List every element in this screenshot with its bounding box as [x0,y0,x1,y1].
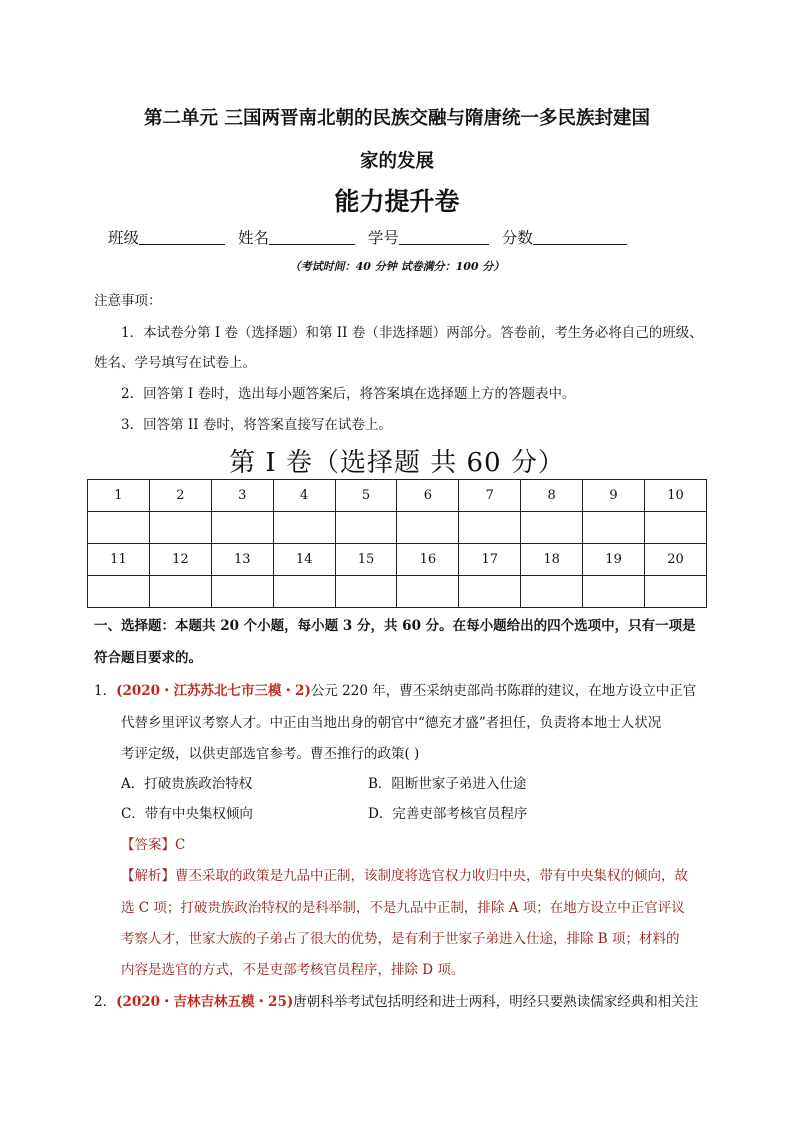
grid-num: 19 [583,544,645,576]
question-text: 公元 220 年，曹丕采纳吏部尚书陈群的建议，在地方设立中正官 [310,683,697,699]
option-a[interactable]: A．打破贵族政治特权 [121,776,253,792]
grid-num: 7 [459,480,521,512]
grid-num: 8 [521,480,583,512]
grid-num: 16 [397,544,459,576]
grid-num: 14 [273,544,335,576]
field-label-score: 分数 [501,229,533,247]
grid-num: 18 [521,544,583,576]
grid-num: 3 [211,480,273,512]
answer-cell[interactable] [335,576,397,608]
question-source: (2020・江苏苏北七市三模・2) [116,683,311,699]
answer-grid [87,479,707,608]
answer-cell[interactable] [397,576,459,608]
field-label-class: 班级 [108,229,140,247]
note-item-3: 3．回答第 II 卷时，将答案直接写在试卷上。 [121,417,392,433]
answer-cell[interactable] [459,512,521,544]
answer-cell[interactable] [645,512,707,544]
answer-cell[interactable] [149,576,211,608]
question-number: 1． [94,683,117,699]
part1-title: 第 I 卷（选择题 共 60 分） [229,448,565,478]
question-1-line-1 [94,679,696,699]
grid-num: 2 [149,480,211,512]
question-1-line-3: 考评定级，以供吏部选官参考。曹丕推行的政策( ) [121,746,420,762]
answer-cell[interactable] [88,576,150,608]
grid-num: 10 [645,480,707,512]
field-label-id: 学号 [367,229,399,247]
answer-cell[interactable] [149,512,211,544]
answer-grid-header-row-1 [88,480,707,512]
score-blank[interactable] [533,228,627,245]
answer-cell[interactable] [521,512,583,544]
answer-label: 【答案】C [121,837,186,853]
answer-grid-header-row-2 [88,544,707,576]
option-b[interactable]: B．阻断世家子弟进入仕途 [368,776,527,792]
note-item-2: 2．回答第 I 卷时，选出每小题答案后，将答案填在选择题上方的答题表中。 [121,386,576,402]
option-c[interactable]: C．带有中央集权倾向 [121,806,253,822]
answer-cell[interactable] [211,512,273,544]
grid-num: 17 [459,544,521,576]
exam-time-info: （考试时间：40 分钟 试卷满分：100 分） [289,260,505,273]
grid-num: 9 [583,480,645,512]
question-1-line-2: 代替乡里评议考察人才。中正由当地出身的朝官中“德充才盛”者担任，负责将本地士人状况 [121,715,662,731]
grid-num: 15 [335,544,397,576]
id-blank[interactable] [399,228,489,245]
explanation-line-2: 选 C 项；打破贵族政治特权的是科举制，不是九品中正制，排除 A 项；在地方设立中正官评议 [121,900,685,916]
note-item-1: 1．本试卷分第 I 卷（选择题）和第 II 卷（非选择题）两部分。答卷前，考生务必将自己的班级、 [121,325,703,341]
paper-subtitle: 能力提升卷 [334,187,460,216]
answer-cell[interactable] [335,512,397,544]
question-source: (2020・吉林吉林五模・25) [116,994,294,1010]
note-item-1-cont: 姓名、学号填写在试卷上。 [94,355,256,371]
grid-num: 4 [273,480,335,512]
answer-cell[interactable] [273,512,335,544]
section1-instructions: 一、选择题：本题共 20 个小题，每小题 3 分，共 60 分。在每小题给出的四个选项中，只有一项是 [94,618,696,634]
grid-num: 20 [645,544,707,576]
grid-num: 13 [211,544,273,576]
grid-num: 11 [88,544,150,576]
answer-cell[interactable] [88,512,150,544]
option-d[interactable]: D．完善吏部考核官员程序 [368,806,528,822]
answer-cell[interactable] [459,576,521,608]
field-label-name: 姓名 [237,229,269,247]
explanation-line-3: 考察人才，世家大族的子弟占了很大的优势，是有利于世家子弟进入仕途，排除 B 项；材料的 [121,931,680,947]
answer-cell[interactable] [583,576,645,608]
notes-heading: 注意事项： [94,293,162,309]
student-info-fields [108,226,635,248]
answer-cell[interactable] [645,576,707,608]
explanation-line-4: 内容是选官的方式，不是吏部考核官员程序，排除 D 项。 [121,962,465,978]
answer-cell[interactable] [521,576,583,608]
grid-num: 5 [335,480,397,512]
question-2-line-1 [94,990,698,1010]
answer-cell[interactable] [211,576,273,608]
answer-grid-answer-row-2 [88,576,707,608]
answer-cell[interactable] [273,576,335,608]
grid-num: 12 [149,544,211,576]
question-number: 2． [94,994,117,1010]
question-text: 唐朝科举考试包括明经和进士两科，明经只要熟读儒家经典和相关注 [293,994,699,1010]
title-line-2: 家的发展 [359,151,434,172]
section1-instructions-cont: 符合题目要求的。 [94,650,202,666]
explanation-line-1: 【解析】曹丕采取的政策是九品中正制，该制度将选官权力收归中央，带有中央集权的倾向，故 [121,868,688,884]
answer-grid-answer-row-1 [88,512,707,544]
class-blank[interactable] [139,228,225,245]
title-line-1: 第二单元 三国两晋南北朝的民族交融与隋唐统一多民族封建国 [144,108,650,129]
grid-num: 6 [397,480,459,512]
name-blank[interactable] [269,228,355,245]
answer-cell[interactable] [397,512,459,544]
answer-cell[interactable] [583,512,645,544]
grid-num: 1 [88,480,150,512]
